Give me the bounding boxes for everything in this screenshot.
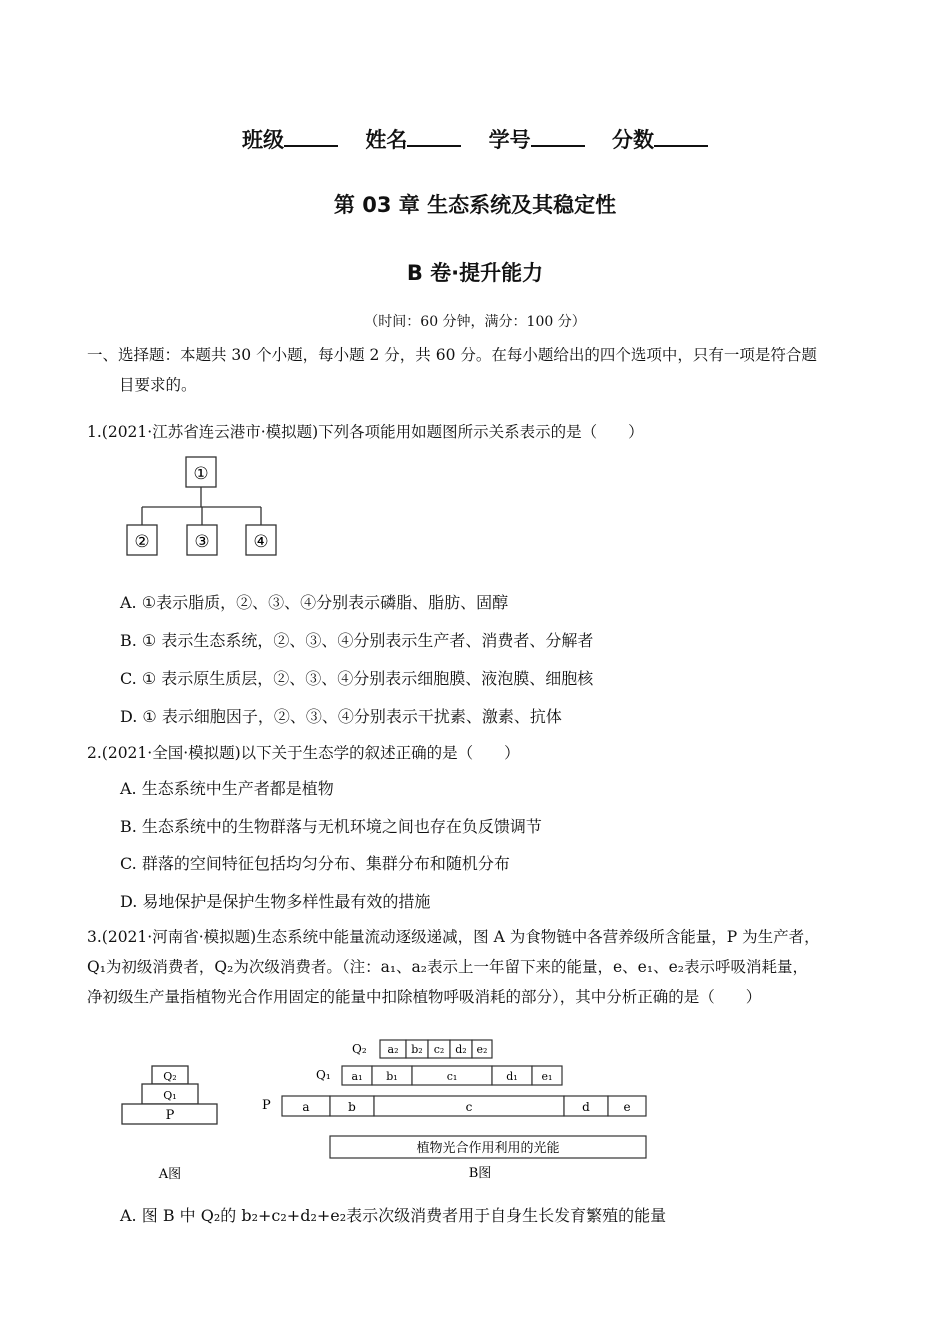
q1-node-top-label: ① (193, 464, 209, 484)
name-blank[interactable] (407, 127, 461, 147)
figa-level-q1-label: Q₁ (163, 1089, 177, 1102)
q1-stem: 1.(2021·江苏省连云港市·模拟题)下列各项能用如题图所示关系表示的是（ ） (87, 423, 644, 441)
figb-caption: B图 (468, 1166, 492, 1181)
q1-option-d[interactable]: D. ① 表示细胞因子，②、③、④分别表示干扰素、激素、抗体 (120, 707, 562, 726)
class-field: 班级 (242, 128, 338, 152)
chapter-title: 第 03 章 生态系统及其稳定性 (333, 193, 617, 217)
section-instructions (87, 340, 867, 400)
figb-q1-b1: b₁ (386, 1070, 398, 1083)
section-line-1: 一、选择题：本题共 30 个小题，每小题 2 分，共 60 分。在每小题给出的四个选项中，只有一项是符合题 (87, 346, 817, 364)
q2-option-a[interactable]: A. 生态系统中生产者都是植物 (120, 779, 334, 798)
figb-q1-a1: a₁ (351, 1070, 363, 1083)
figb-p-c: c (465, 1100, 473, 1114)
q2-stem: 2.(2021·全国·模拟题)以下关于生态学的叙述正确的是（ ） (87, 744, 520, 762)
figb-p-a: a (302, 1100, 310, 1114)
figa-caption: A图 (158, 1167, 182, 1182)
volume-title: B 卷·提升能力 (406, 261, 544, 285)
score-field: 分数 (612, 128, 708, 152)
q3-stem (87, 922, 867, 1012)
figb-base-label: 植物光合作用利用的光能 (416, 1141, 560, 1156)
figb-q1-d1: d₁ (506, 1070, 518, 1083)
q3-option-a[interactable]: A. 图 B 中 Q₂的 b₂+c₂+d₂+e₂表示次级消费者用于自身生长发育繁殖的能量 (120, 1206, 667, 1225)
figb-q1-e1: e₁ (541, 1070, 553, 1083)
figb-q2-d2: d₂ (455, 1043, 467, 1056)
q1-node-child-3-label: ④ (253, 532, 269, 552)
q3-stem-line-1: 3.(2021·河南省·模拟题)生态系统中能量流动逐级递减，图 A 为食物链中各营养级所含能量，P 为生产者， (87, 928, 820, 946)
figb-p-d: d (582, 1100, 590, 1114)
q3-stem-line-2: Q₁为初级消费者，Q₂为次级消费者。（注：a₁、a₂表示上一年留下来的能量，e、e₁、e₂表示呼吸消耗量， (87, 958, 808, 976)
q2-option-d[interactable]: D. 易地保护是保护生物多样性最有效的措施 (120, 892, 431, 911)
figb-q2-b2: b₂ (411, 1043, 423, 1056)
figa-level-p-label: P (165, 1108, 175, 1123)
figb-q2-e2: e₂ (476, 1043, 488, 1056)
figb-q1-c1: c₁ (446, 1070, 458, 1083)
q1-option-c[interactable]: C. ① 表示原生质层，②、③、④分别表示细胞膜、液泡膜、细胞核 (120, 669, 594, 688)
figb-q2-c2: c₂ (433, 1043, 445, 1056)
q3-figure-a (118, 1062, 223, 1187)
section-line-2: 目要求的。 (119, 376, 197, 394)
q1-node-child-2-label: ③ (194, 532, 210, 552)
figb-q2-a2: a₂ (387, 1043, 399, 1056)
q1-option-a[interactable]: A. ①表示脂质，②、③、④分别表示磷脂、脂肪、固醇 (120, 593, 509, 612)
student-id-field: 学号 (489, 128, 585, 152)
figb-row-label-q1: Q₁ (316, 1068, 331, 1082)
q1-node-child-1-label: ② (134, 532, 150, 552)
q1-option-b[interactable]: B. ① 表示生态系统，②、③、④分别表示生产者、消费者、分解者 (120, 631, 594, 650)
figb-p-b: b (348, 1100, 356, 1114)
q3-stem-line-3: 净初级生产量指植物光合作用固定的能量中扣除植物呼吸消耗的部分），其中分析正确的是（ ） (87, 988, 762, 1006)
figb-row-label-q2: Q₂ (352, 1042, 367, 1056)
figb-p-e: e (623, 1100, 631, 1114)
name-field: 姓名 (365, 128, 461, 152)
q1-tree-diagram (120, 452, 300, 562)
exam-info: （时间：60 分钟，满分：100 分） (364, 314, 586, 330)
score-blank[interactable] (654, 127, 708, 147)
class-blank[interactable] (284, 127, 338, 147)
figb-row-label-p: P (262, 1098, 271, 1113)
q3-figure-b (258, 1036, 658, 1191)
figa-level-q2-label: Q₂ (163, 1070, 177, 1083)
q2-option-c[interactable]: C. 群落的空间特征包括均匀分布、集群分布和随机分布 (120, 854, 510, 873)
q2-option-b[interactable]: B. 生态系统中的生物群落与无机环境之间也存在负反馈调节 (120, 817, 542, 836)
student-id-blank[interactable] (531, 127, 585, 147)
student-info-line (0, 124, 950, 154)
